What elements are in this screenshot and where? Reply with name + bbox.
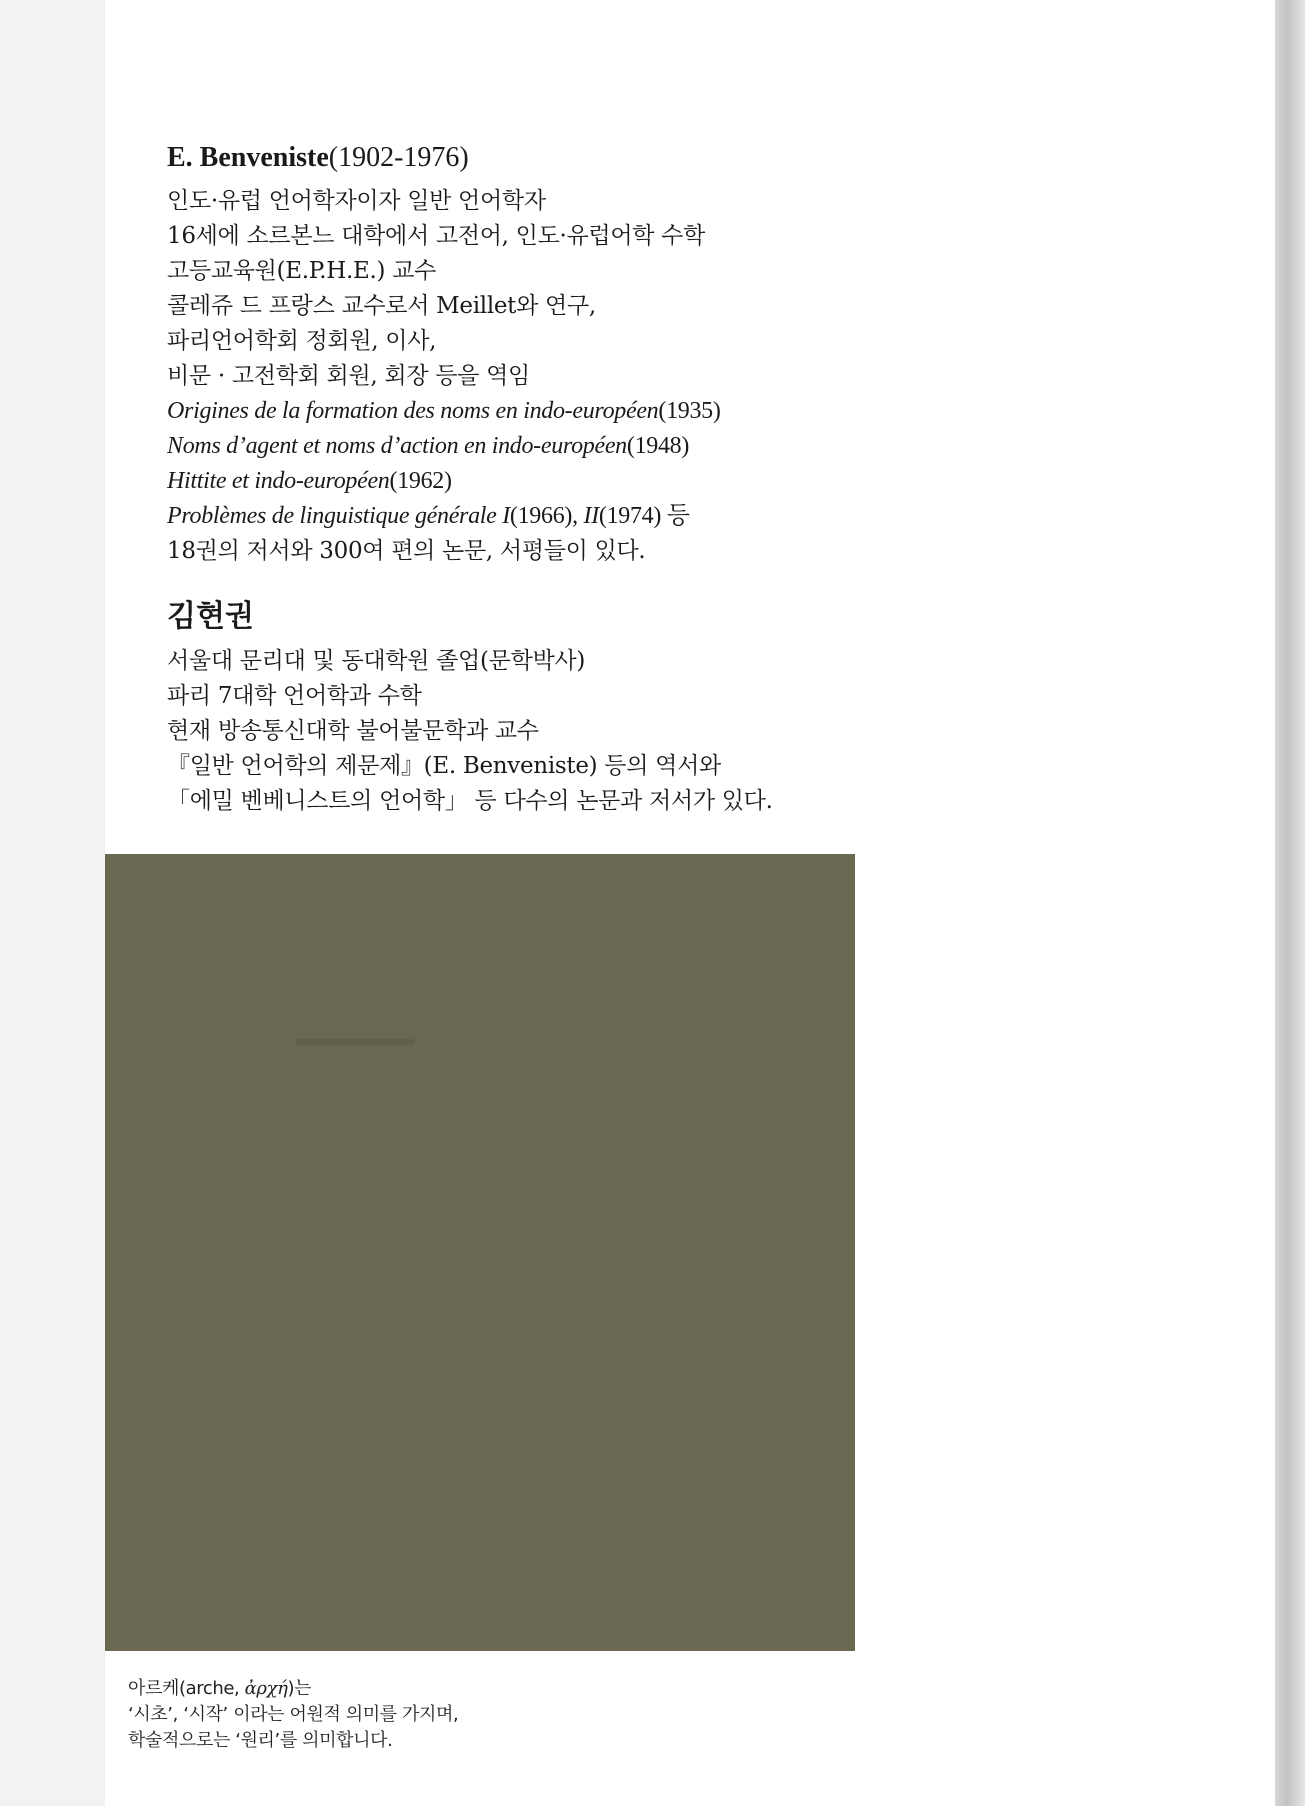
translator-profile <box>167 596 867 819</box>
author-work <box>167 394 867 429</box>
author-bio-line: 파리언어학회 정회원, 이사, <box>167 328 437 354</box>
panel-smudge <box>295 1039 415 1045</box>
translator-bio-line: 서울대 문리대 및 동대학원 졸업(문학박사) <box>167 648 585 674</box>
work-volume: II <box>583 503 599 529</box>
translator-bio-line: 「에밀 벤베니스트의 언어학」 등 다수의 논문과 저서가 있다. <box>167 788 773 814</box>
author-summary: 18권의 저서와 300여 편의 논문, 서평들이 있다. <box>167 538 646 564</box>
work-title: Problèmes de linguistique générale I <box>167 503 510 529</box>
author-bio-line: 16세에 소르본느 대학에서 고전어, 인도·유럽어학 수학 <box>167 223 706 249</box>
caption-line: ‘시초’, ‘시작’ 이라는 어원적 의미를 가지며, <box>128 1704 459 1725</box>
work-year: (1966), <box>509 503 584 529</box>
caption-text: )는 <box>287 1678 312 1699</box>
author-bio-line: 인도·유럽 언어학자이자 일반 언어학자 <box>167 188 546 214</box>
author-bio-line: 콜레쥬 드 프랑스 교수로서 Meillet와 연구, <box>167 293 596 319</box>
author-name: E. Benveniste <box>167 142 329 173</box>
caption-line <box>128 1676 728 1702</box>
caption-greek-word: ἀρχή <box>244 1678 288 1699</box>
work-title: Origines de la formation des noms en indo-européen <box>167 398 659 424</box>
cover-color-panel <box>105 854 855 1651</box>
work-year: (1974) 등 <box>598 503 690 529</box>
work-year: (1962) <box>389 468 452 494</box>
work-year: (1948) <box>626 433 690 459</box>
caption-text: 아르케(arche, <box>128 1678 245 1699</box>
caption-line: 학술적으로는 ‘원리’를 의미합니다. <box>128 1730 393 1751</box>
author-profile <box>167 138 867 569</box>
work-title: Hittite et indo-européen <box>167 468 390 494</box>
translator-bio-line: 현재 방송통신대학 불어불문학과 교수 <box>167 718 539 744</box>
work-year: (1935) <box>658 398 721 424</box>
translator-bio-line: 『일반 언어학의 제문제』(E. Benveniste) 등의 역서와 <box>167 753 721 779</box>
author-bio-line: 비문 · 고전학회 회원, 회장 등을 역임 <box>167 363 530 389</box>
author-work <box>167 429 867 464</box>
translator-bio-line: 파리 7대학 언어학과 수학 <box>167 683 422 709</box>
author-name-heading <box>167 138 867 178</box>
author-years: (1902-1976) <box>328 142 469 173</box>
author-bio-line: 고등교육원(E.P.H.E.) 교수 <box>167 258 437 284</box>
author-work <box>167 499 867 534</box>
page-edge-shadow <box>1275 0 1305 1806</box>
arche-caption <box>128 1676 728 1754</box>
work-title: Noms d’agent et noms d’action en indo-européen <box>167 433 627 459</box>
translator-name: 김현권 <box>167 599 254 634</box>
author-work <box>167 464 867 499</box>
